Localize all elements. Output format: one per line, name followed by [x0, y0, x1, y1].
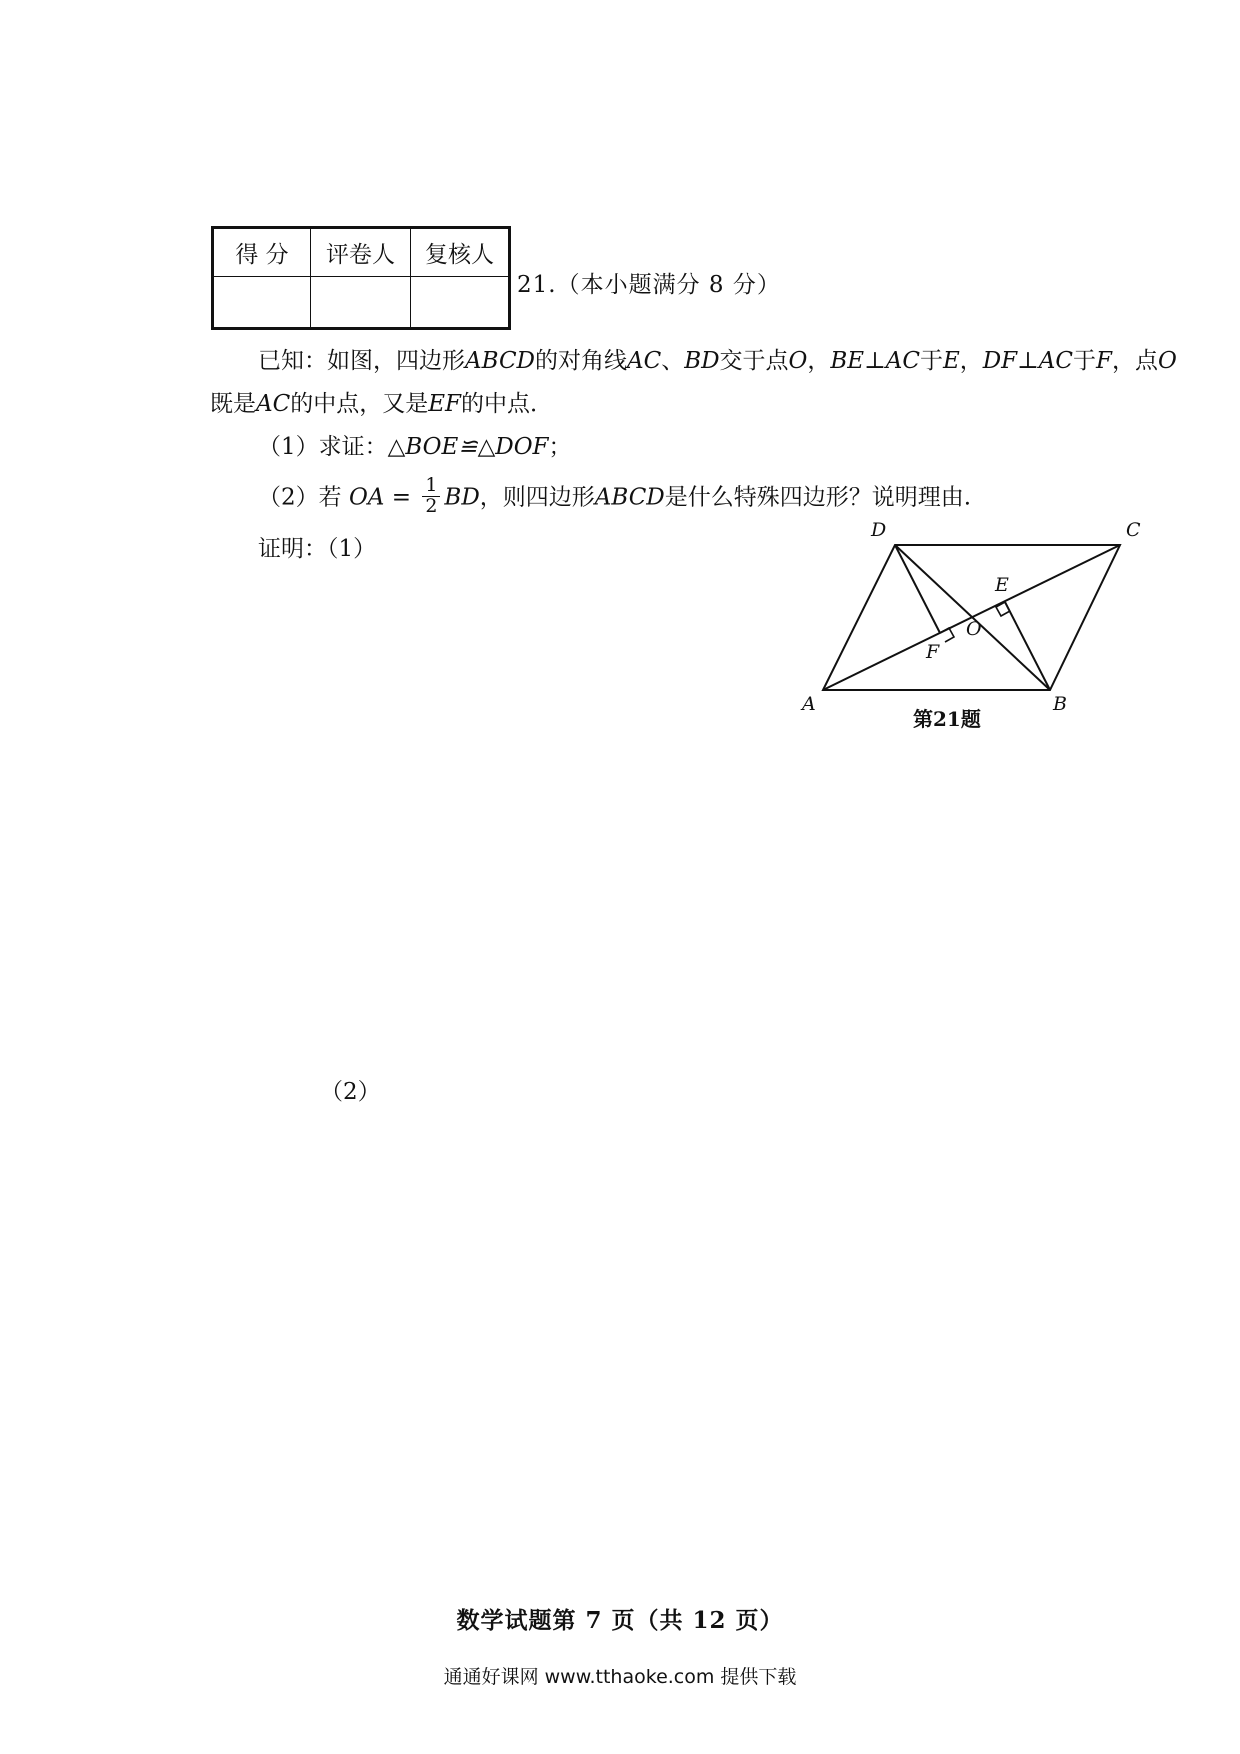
part-2-statement: （2）若 OA = $\frac{1}{2}$ BD，则四边形ABCD是什么特殊四边形？说明理由. — [258, 474, 972, 517]
proof-part-2-label: （2） — [320, 1079, 381, 1105]
question-title: 21.（本小题满分 8 分） — [517, 272, 781, 298]
score-cell[interactable] — [213, 277, 311, 329]
grader-cell[interactable] — [311, 277, 411, 329]
reviewer-header: 复核人 — [411, 228, 510, 277]
label-d: D — [871, 519, 887, 541]
grader-header: 评卷人 — [311, 228, 411, 277]
reviewer-cell[interactable] — [411, 277, 510, 329]
score-header: 得 分 — [213, 228, 311, 277]
segment-df — [895, 545, 940, 633]
label-b: B — [1053, 693, 1067, 715]
label-f: F — [926, 641, 940, 663]
page-footer: 数学试题第 7 页（共 12 页） — [456, 1607, 784, 1634]
given-line-1: 已知：如图，四边形ABCD的对角线AC、BD交于点O，BE⊥AC于E，DF⊥AC于F，点O — [258, 348, 1177, 374]
proof-part-1-label: 证明：（1） — [258, 536, 377, 562]
label-c: C — [1126, 519, 1141, 541]
label-a: A — [802, 693, 816, 715]
score-table — [211, 226, 511, 330]
figure-caption: 第21题 — [913, 707, 981, 731]
label-e: E — [995, 574, 1009, 596]
geometry-figure — [790, 515, 1160, 730]
parallelogram-diagram — [790, 515, 1160, 730]
part-1-statement: （1）求证：△BOE≌△DOF； — [258, 434, 572, 460]
segment-be — [1005, 602, 1050, 690]
site-watermark: 通通好课网 www.tthaoke.com 提供下载 — [443, 1666, 797, 1688]
given-line-2: 既是AC的中点，又是EF的中点． — [210, 391, 553, 417]
fraction-one-half: $\frac{1}{2}$ — [422, 476, 440, 517]
label-o: O — [966, 618, 982, 640]
